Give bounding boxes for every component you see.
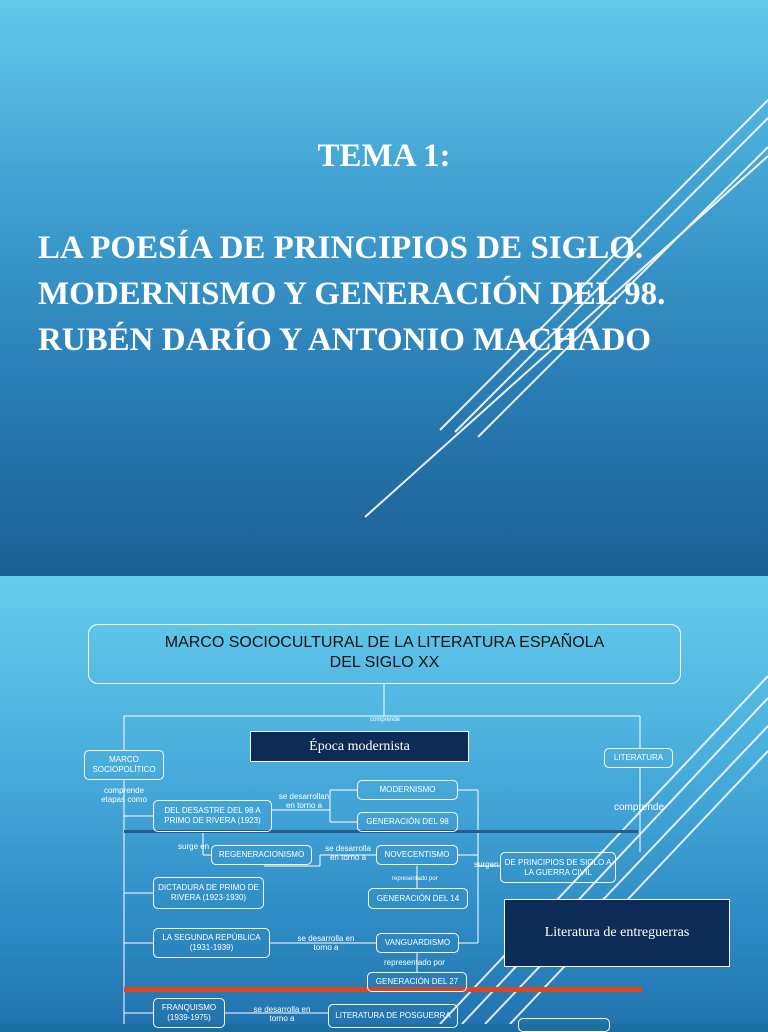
node-franquismo: FRANQUISMO (1939-1975): [153, 998, 225, 1028]
tema-title: TEMA 1:: [317, 138, 451, 174]
label-comprende-top: comprende: [370, 717, 401, 723]
node-regeneracionismo: REGENERACIONISMO: [211, 845, 312, 865]
node-modernismo: MODERNISMO: [357, 780, 458, 800]
main-title-box: [88, 624, 681, 684]
node-generacion-27: GENERACIÓN DEL 27: [367, 972, 467, 992]
label-comprende-etapas: comprende etapas como: [101, 786, 147, 804]
node-vanguardismo: VANGUARDISMO: [376, 933, 459, 953]
label-se-desarrolla-1: se desarrolla en torno a: [325, 844, 371, 862]
main-title-line-2: DEL SIGLO XX: [329, 654, 440, 671]
label-representado-1: representado por: [392, 876, 438, 882]
label-surgen: surgen: [474, 860, 499, 869]
label-comprende-right: comprende: [614, 802, 665, 813]
node-literatura-posguerra: LITERATURA DE POSGUERRA: [328, 1004, 458, 1028]
title-line-2: MODERNISMO Y GENERACIÓN DEL 98.: [38, 276, 666, 312]
title-line-3: RUBÉN DARÍO Y ANTONIO MACHADO: [38, 322, 651, 358]
node-novecentismo: NOVECENTISMO: [376, 845, 458, 865]
epoca-modernista-box: Época modernista: [250, 731, 469, 762]
node-principios-siglo: DE PRINCIPIOS DE SIGLO A LA GUERRA CIVIL: [500, 852, 616, 883]
literatura-entreguerras-box: Literatura de entreguerras: [504, 899, 730, 967]
label-representado-2: representado por: [384, 958, 445, 967]
node-generacion-14: GENERACIÓN DEL 14: [368, 888, 468, 909]
node-generacion-98: GENERACIÓN DEL 98: [357, 812, 458, 832]
label-surge-en: surge en: [178, 842, 210, 851]
node-segunda-republica: LA SEGUNDA REPÚBLICA (1931-1939): [153, 928, 270, 958]
node-partial-bottom: [518, 1018, 610, 1032]
label-se-desarrolla-3: se desarrolla en torno a: [253, 1005, 311, 1023]
title-line-1: LA POESÍA DE PRINCIPIOS DE SIGLO.: [38, 230, 644, 266]
label-se-desarrollan: se desarrollan en torno a: [278, 792, 330, 810]
node-marco-sociopolitico: MARCO SOCIOPOLÍTICO: [84, 750, 164, 780]
label-se-desarrolla-2: se desarrolla en torno a: [297, 934, 355, 952]
main-title-line-1: MARCO SOCIOCULTURAL DE LA LITERATURA ESPAÑOLA: [164, 634, 605, 651]
node-literatura: LITERATURA: [604, 748, 673, 768]
node-desastre-98: DEL DESASTRE DEL 98 A PRIMO DE RIVERA (1923): [153, 800, 272, 832]
node-dictadura-primo-rivera: DICTADURA DE PRIMO DE RIVERA (1923-1930): [153, 877, 264, 909]
